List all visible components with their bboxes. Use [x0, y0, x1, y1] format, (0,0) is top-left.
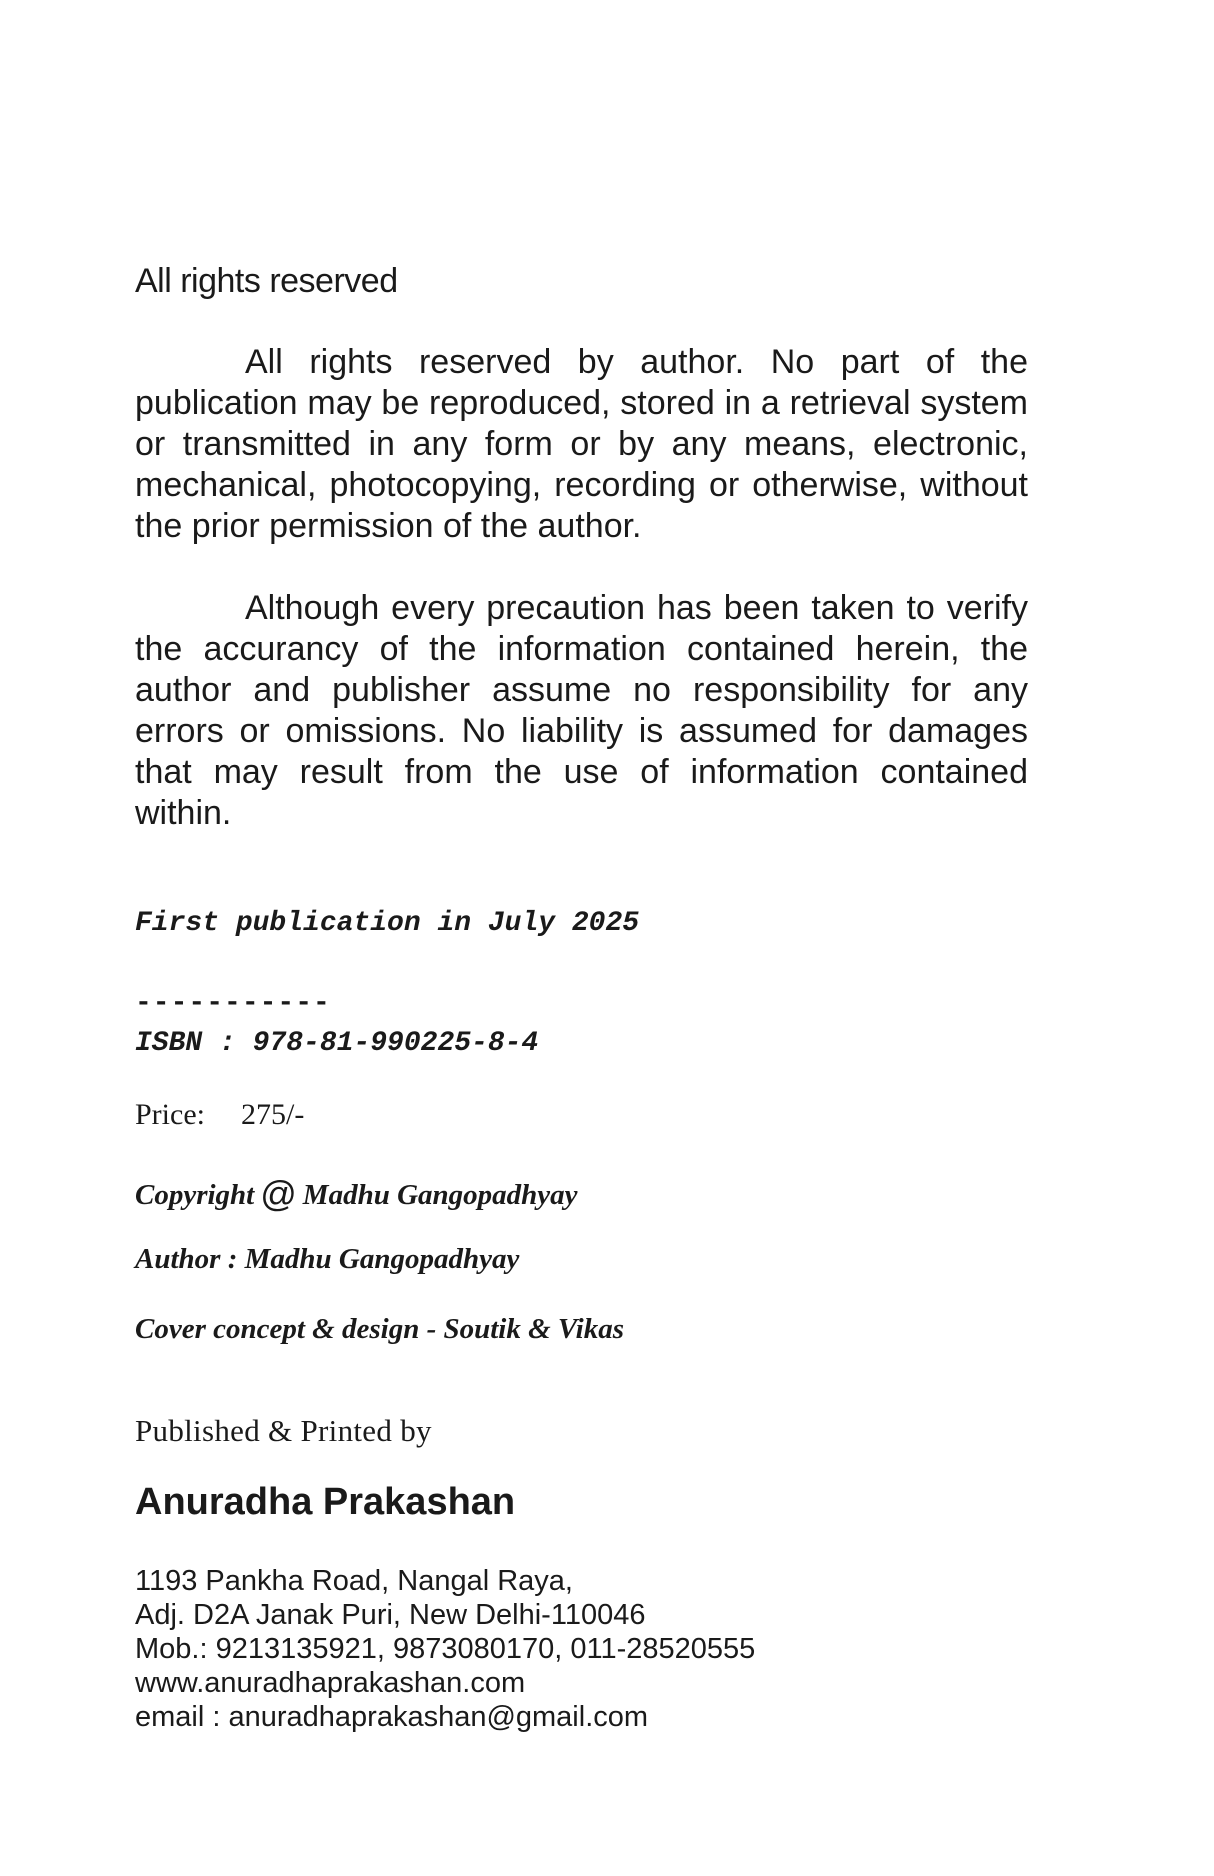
- disclaimer-paragraph: Although every precaution has been taken to verify the accurancy of the information contained herein, the author and publisher assume no responsibility for any errors or omissions. No liability is assumed for damages that may result from the use of information contained within.: [135, 589, 1028, 832]
- publisher-name: Anuradha Prakashan: [135, 1481, 516, 1523]
- copyright-holder: Madhu Gangopadhyay: [302, 1179, 578, 1211]
- phone-line: Mob.: 9213135921, 9873080170, 011-28520555: [135, 1633, 756, 1665]
- website-line: www.anuradhaprakashan.com: [135, 1667, 526, 1699]
- address-line-2: Adj. D2A Janak Puri, New Delhi-110046: [135, 1599, 646, 1631]
- address-line-1: 1193 Pankha Road, Nangal Raya,: [135, 1565, 573, 1597]
- rights-heading: All rights reserved: [135, 262, 398, 300]
- price-label: Price:: [135, 1098, 205, 1131]
- rights-paragraph: All rights reserved by author. No part of the publication may be reproduced, stored in a retrieval system or transmitted in any form or by any means, electronic, mechanical, photocopying, recording or otherwise, without the prior permission of the author.: [135, 343, 1028, 545]
- author-line: Author : Madhu Gangopadhyay: [135, 1243, 520, 1275]
- cover-credit-line: Cover concept & design - Soutik & Vikas: [135, 1313, 624, 1345]
- isbn-line: ISBN : 978-81-990225-8-4: [135, 1028, 539, 1059]
- price-line: [135, 1098, 304, 1132]
- email-line: email : anuradhaprakashan@gmail.com: [135, 1701, 649, 1733]
- publisher-address-block: [135, 1564, 755, 1734]
- copyright-line: [135, 1173, 578, 1215]
- copyright-symbol: @: [260, 1173, 297, 1214]
- copyright-label: Copyright: [135, 1179, 255, 1211]
- published-by-label: Published & Printed by: [135, 1413, 432, 1448]
- separator-line: -----------: [135, 988, 331, 1019]
- first-publication-line: First publication in July 2025: [135, 908, 640, 939]
- price-value: 275/-: [240, 1098, 305, 1131]
